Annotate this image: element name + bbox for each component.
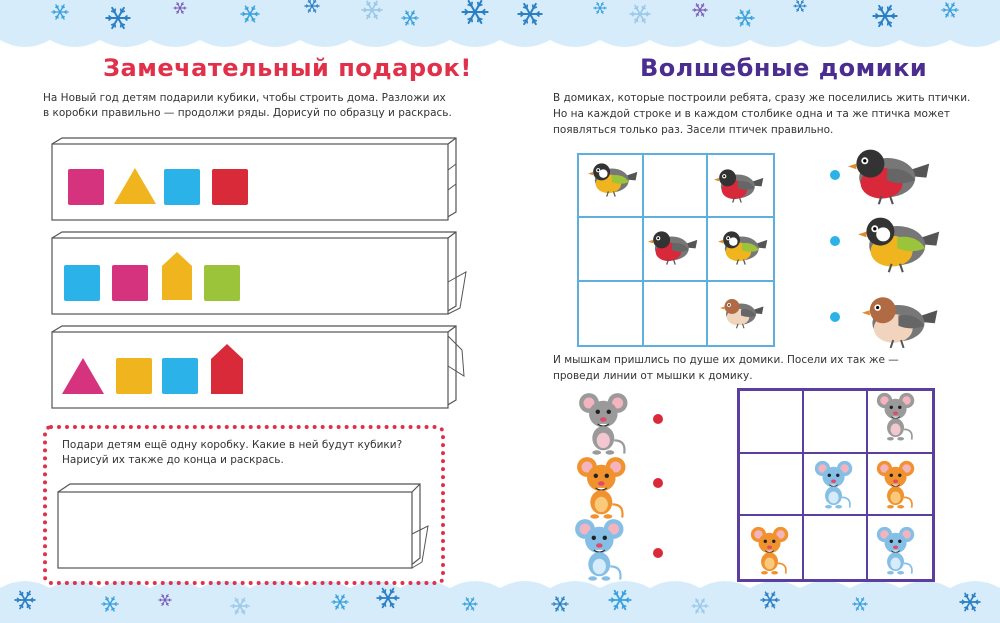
bullfinch-in-grid-icon: [714, 166, 765, 207]
snowflake-icon: [230, 596, 250, 616]
grey-mouse-legend-icon: [578, 392, 629, 460]
snowflake-icon: [793, 0, 807, 13]
snowflake-icon: [376, 586, 400, 610]
titmouse-in-grid-icon: [718, 228, 769, 269]
snowflake-icon: [462, 596, 478, 612]
snowflake-icon: [959, 591, 981, 613]
snowflake-icon: [941, 1, 959, 19]
grid-cell[interactable]: [644, 155, 709, 218]
titmouse-in-grid-icon: [588, 160, 639, 201]
blue-square-block: [162, 358, 198, 394]
pink-triangle-block: [60, 356, 106, 396]
grey-mouse-in-grid-icon: [876, 392, 915, 445]
snowflake-icon: [629, 3, 651, 25]
snowflake-icon: [608, 588, 632, 612]
right-page-title: Волшебные домики: [640, 54, 928, 82]
left-instruction-line-1: На Новый год детям подарили кубики, чтобы строить дома. Разложи их: [43, 92, 446, 104]
grid-cell[interactable]: [579, 282, 644, 345]
snowflake-icon: [461, 0, 489, 26]
snowflake-icon: [105, 5, 131, 31]
snowflake-icon: [101, 595, 119, 613]
task-line-1: Подари детям ещё одну коробку. Какие в ней будут кубики?: [62, 439, 403, 451]
snowflake-icon: [240, 4, 260, 24]
snowflake-icon: [51, 3, 69, 21]
block-box-3: [44, 322, 469, 414]
mouse-connector-dot-3[interactable]: [653, 548, 663, 558]
snowflake-icon: [517, 1, 543, 27]
snowflake-icon: [691, 597, 709, 615]
orange-mouse-in-grid-icon: [876, 460, 915, 513]
bird-instruction-line-1: В домиках, которые построили ребята, сразу же поселились жить птички.: [553, 92, 971, 104]
top-scallop-edge: [0, 32, 1000, 52]
grid-cell[interactable]: [740, 454, 804, 517]
snowflake-icon: [872, 3, 898, 29]
snowflake-icon: [361, 0, 383, 21]
bullfinch-legend-icon: [848, 144, 932, 210]
blue-square-block: [164, 169, 200, 205]
bullfinch-in-grid-icon: [648, 228, 699, 269]
red-house-block: [209, 342, 245, 396]
blue-mouse-in-grid-icon: [814, 460, 853, 513]
grid-cell[interactable]: [644, 282, 709, 345]
titmouse-legend-icon: [858, 212, 942, 278]
grid-cell[interactable]: [579, 218, 644, 281]
block-box-1: [44, 134, 464, 226]
left-page-title: Замечательный подарок!: [103, 54, 472, 82]
blue-square-block: [64, 265, 100, 301]
empty-block-box[interactable]: [50, 478, 440, 578]
snowflake-icon: [173, 1, 187, 15]
blue-mouse-legend-icon: [574, 518, 625, 586]
orange-mouse-legend-icon: [576, 456, 627, 524]
sparrow-legend-icon: [862, 292, 940, 353]
pink-square-block: [68, 169, 104, 205]
mouse-connector-dot-2[interactable]: [653, 478, 663, 488]
pink-square-block: [112, 265, 148, 301]
snowflake-icon: [551, 595, 569, 613]
bird-connector-dot-1[interactable]: [830, 170, 840, 180]
snowflake-icon: [14, 589, 36, 611]
bird-instruction-line-3: появляться только раз. Засели птичек правильно.: [553, 124, 834, 136]
grid-cell[interactable]: [804, 516, 868, 579]
yellow-triangle-block: [112, 166, 158, 206]
block-box-2: [44, 228, 469, 320]
blue-mouse-in-grid-icon: [876, 526, 915, 579]
task-line-2: Нарисуй их также до конца и раскрась.: [62, 454, 284, 466]
snowflake-icon: [692, 2, 708, 18]
snowflake-icon: [401, 9, 419, 27]
mouse-instruction-line-1: И мышкам пришлись по душе их домики. Посели их так же —: [553, 354, 899, 366]
yellow-square-block: [116, 358, 152, 394]
yellow-house-block: [160, 250, 194, 302]
snowflake-icon: [760, 590, 780, 610]
snowflake-icon: [593, 1, 607, 15]
bird-connector-dot-3[interactable]: [830, 312, 840, 322]
sparrow-in-grid-icon: [720, 296, 765, 333]
snowflake-icon: [331, 593, 349, 611]
snowflake-icon: [158, 593, 172, 607]
red-square-block: [212, 169, 248, 205]
orange-mouse-in-grid-icon: [750, 526, 789, 579]
mouse-instruction-line-2: проведи линии от мышки к домику.: [553, 370, 753, 382]
snowflake-icon: [735, 8, 755, 28]
left-instruction-line-2: в коробки правильно — продолжи ряды. Дорисуй по образцу и раскрась.: [43, 107, 452, 119]
mouse-connector-dot-1[interactable]: [653, 414, 663, 424]
snowflake-icon: [852, 596, 868, 612]
snowflake-icon: [304, 0, 320, 14]
grid-cell[interactable]: [804, 391, 868, 454]
grid-cell[interactable]: [740, 391, 804, 454]
bird-instruction-line-2: Но на каждой строке и в каждом столбике одна и та же птичка может: [553, 108, 950, 120]
bird-connector-dot-2[interactable]: [830, 236, 840, 246]
green-square-block: [204, 265, 240, 301]
